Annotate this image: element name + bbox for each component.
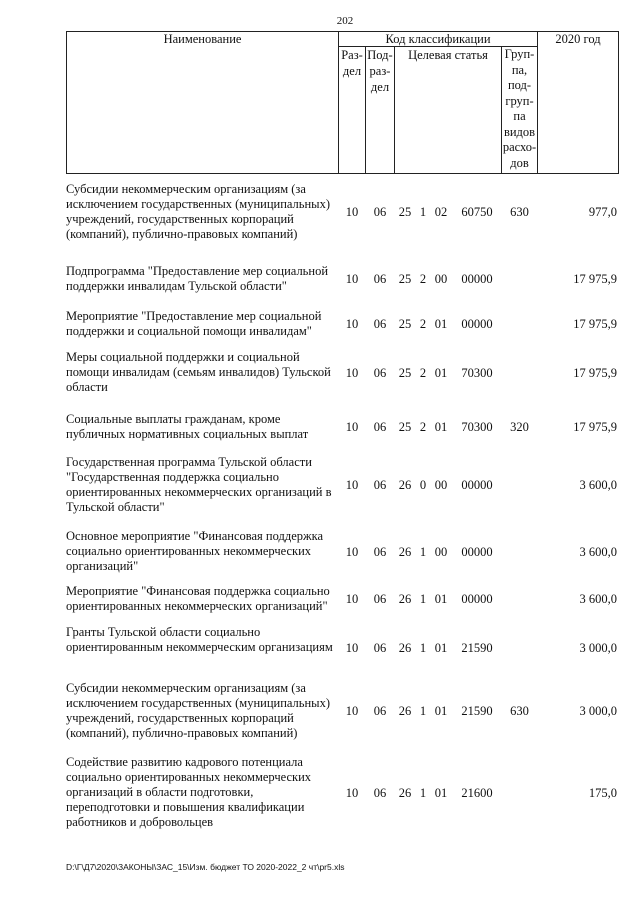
row-code-pr: 06 xyxy=(373,272,387,286)
row-code-r: 10 xyxy=(345,545,359,559)
row-code-pr: 06 xyxy=(373,366,387,380)
table-row xyxy=(66,455,619,515)
row-name: Подпрограмма "Предоставление мер социальной поддержки инвалидам Тульской области" xyxy=(66,264,329,293)
row-code-d: 00000 xyxy=(461,592,493,606)
header-podrazdel-label: Под- раз- дел xyxy=(367,48,393,94)
row-code-r: 10 xyxy=(345,478,359,492)
row-code-r: 10 xyxy=(345,704,359,718)
row-code-vr: 320 xyxy=(510,420,529,434)
row-code-pr: 06 xyxy=(373,205,387,219)
row-code-pr: 06 xyxy=(373,704,387,718)
file-path-footer: D:\Г\Д7\2020\ЗАКОНЫ\ЗАС_15\Изм. бюджет ТО 2020-2022_2 чт\pr5.xls xyxy=(66,862,345,872)
row-code-r: 10 xyxy=(345,272,359,286)
row-code-pr: 06 xyxy=(373,545,387,559)
row-code-b: 2 xyxy=(419,317,427,331)
row-code-a: 26 xyxy=(398,704,412,718)
header-year-cell xyxy=(537,31,619,174)
row-code-c: 01 xyxy=(434,704,448,718)
row-name: Субсидии некоммерческим организациям (за исключением государственных (муниципальных) учреждений, государственных корпораций (компаний), публично-правовых компаний) xyxy=(66,681,330,740)
row-code-pr: 06 xyxy=(373,478,387,492)
row-code-c: 00 xyxy=(434,272,448,286)
table-row xyxy=(66,350,619,395)
row-code-d: 00000 xyxy=(461,478,493,492)
row-code-r: 10 xyxy=(345,317,359,331)
header-target-cell xyxy=(394,46,502,174)
row-code-b: 1 xyxy=(419,641,427,655)
table-row xyxy=(66,264,619,294)
row-code-r: 10 xyxy=(345,592,359,606)
header-name-label: Наименование xyxy=(163,32,242,46)
row-name: Мероприятие "Финансовая поддержка социально ориентированных некоммерческих организаций" xyxy=(66,584,330,613)
row-code-a: 25 xyxy=(398,420,412,434)
row-code-vr: 630 xyxy=(510,704,529,718)
row-amount: 3 600,0 xyxy=(579,545,617,559)
table-row xyxy=(66,309,619,339)
row-code-pr: 06 xyxy=(373,317,387,331)
row-code-b: 1 xyxy=(419,545,427,559)
row-amount: 3 600,0 xyxy=(579,592,617,606)
row-code-c: 00 xyxy=(434,545,448,559)
row-code-b: 2 xyxy=(419,420,427,434)
row-code-d: 21590 xyxy=(461,641,493,655)
row-code-b: 1 xyxy=(419,704,427,718)
row-code-d: 70300 xyxy=(461,366,493,380)
row-code-a: 26 xyxy=(398,478,412,492)
table-row xyxy=(66,625,619,670)
row-amount: 17 975,9 xyxy=(573,366,617,380)
row-code-c: 02 xyxy=(434,205,448,219)
row-code-r: 10 xyxy=(345,641,359,655)
row-code-a: 26 xyxy=(398,592,412,606)
row-code-a: 26 xyxy=(398,545,412,559)
row-code-a: 25 xyxy=(398,205,412,219)
row-code-c: 01 xyxy=(434,641,448,655)
row-code-b: 1 xyxy=(419,786,427,800)
table-row xyxy=(66,755,619,830)
row-amount: 17 975,9 xyxy=(573,317,617,331)
row-amount: 3 000,0 xyxy=(579,641,617,655)
row-code-r: 10 xyxy=(345,420,359,434)
header-year-label: 2020 год xyxy=(555,32,601,46)
row-code-d: 00000 xyxy=(461,317,493,331)
row-code-c: 01 xyxy=(434,420,448,434)
row-name: Социальные выплаты гражданам, кроме публичных нормативных социальных выплат xyxy=(66,412,309,441)
header-name-cell xyxy=(66,31,339,174)
row-code-pr: 06 xyxy=(373,592,387,606)
row-code-vr: 630 xyxy=(510,205,529,219)
row-code-b: 2 xyxy=(419,366,427,380)
row-code-d: 00000 xyxy=(461,545,493,559)
row-name: Мероприятие "Предоставление мер социальной поддержки и социальной помощи инвалидам" xyxy=(66,309,322,338)
row-code-b: 2 xyxy=(419,272,427,286)
row-code-a: 25 xyxy=(398,317,412,331)
row-name: Субсидии некоммерческим организациям (за исключением государственных (муниципальных) учреждений, государственных корпораций (компаний), публично-правовых компаний) xyxy=(66,182,330,241)
row-code-a: 25 xyxy=(398,366,412,380)
row-name: Меры социальной поддержки и социальной помощи инвалидам (семьям инвалидов) Тульской области xyxy=(66,350,331,394)
row-amount: 175,0 xyxy=(588,786,617,800)
row-amount: 3 600,0 xyxy=(579,478,617,492)
row-code-d: 21590 xyxy=(461,704,493,718)
row-code-c: 01 xyxy=(434,592,448,606)
row-code-b: 0 xyxy=(419,478,427,492)
row-code-pr: 06 xyxy=(373,420,387,434)
row-code-d: 60750 xyxy=(461,205,493,219)
row-code-r: 10 xyxy=(345,205,359,219)
row-code-c: 01 xyxy=(434,366,448,380)
row-amount: 977,0 xyxy=(588,205,617,219)
table-row xyxy=(66,584,619,614)
row-name: Основное мероприятие "Финансовая поддержка социально ориентированных некоммерческих организаций" xyxy=(66,529,324,573)
row-code-r: 10 xyxy=(345,786,359,800)
page-number: 202 xyxy=(336,15,354,27)
table-row xyxy=(66,182,619,242)
table-row xyxy=(66,529,619,574)
table-row xyxy=(66,412,619,442)
row-code-a: 26 xyxy=(398,641,412,655)
row-code-c: 01 xyxy=(434,317,448,331)
row-amount: 17 975,9 xyxy=(573,420,617,434)
row-code-r: 10 xyxy=(345,366,359,380)
header-razdel-label: Раз- дел xyxy=(341,48,363,78)
row-code-a: 26 xyxy=(398,786,412,800)
row-code-c: 01 xyxy=(434,786,448,800)
row-code-c: 00 xyxy=(434,478,448,492)
row-code-pr: 06 xyxy=(373,641,387,655)
row-code-b: 1 xyxy=(419,592,427,606)
header-code-group-label: Код классификации xyxy=(385,32,491,46)
row-name: Государственная программа Тульской области "Государственная поддержка социально ориентированных некоммерческих организаций в Тульской области" xyxy=(66,455,332,514)
row-code-d: 21600 xyxy=(461,786,493,800)
row-code-d: 00000 xyxy=(461,272,493,286)
row-code-a: 25 xyxy=(398,272,412,286)
header-target-label: Целевая статья xyxy=(408,48,488,62)
row-name: Содействие развитию кадрового потенциала социально ориентированных некоммерческих организаций в области подготовки, переподготовки и повышения квалификации работников и добровольцев xyxy=(66,755,312,829)
row-name: Гранты Тульской области социально ориентированным некоммерческим организациям xyxy=(66,625,333,654)
row-code-b: 1 xyxy=(419,205,427,219)
table-header xyxy=(66,31,619,174)
row-code-d: 70300 xyxy=(461,420,493,434)
row-code-pr: 06 xyxy=(373,786,387,800)
header-group-label: Груп- па, под- груп- па видов расхо- дов xyxy=(502,47,537,170)
row-amount: 17 975,9 xyxy=(573,272,617,286)
row-amount: 3 000,0 xyxy=(579,704,617,718)
table-row xyxy=(66,681,619,741)
